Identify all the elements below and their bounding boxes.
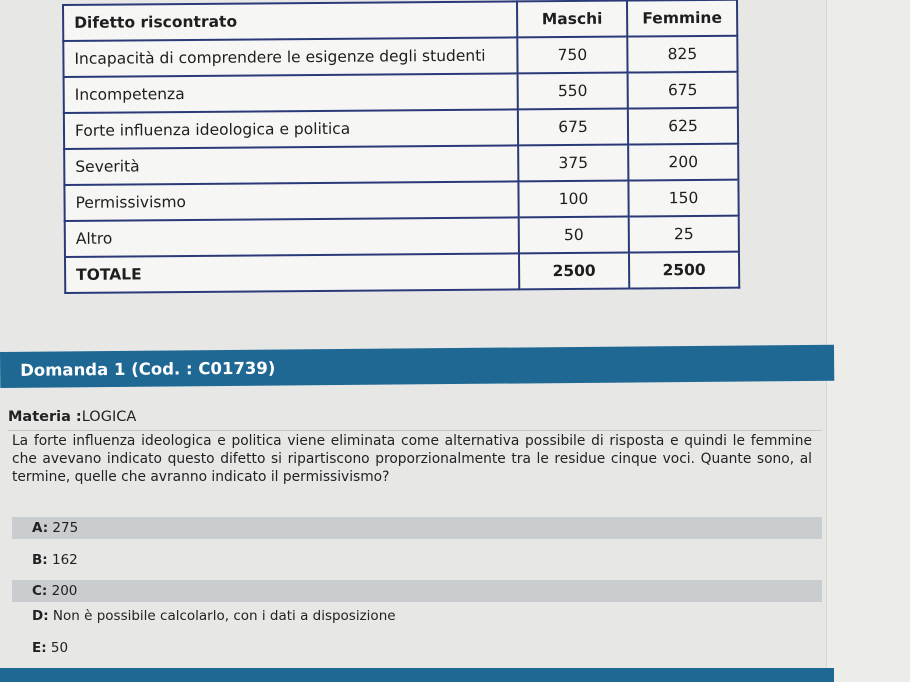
row-maschi: 550: [518, 73, 628, 110]
divider: [8, 430, 822, 431]
answer-text: 162: [52, 552, 78, 568]
row-label: Severità: [64, 145, 518, 185]
page-margin: [826, 0, 910, 682]
table-header-row: [63, 0, 737, 41]
subject-value: LOGICA: [81, 409, 137, 425]
table-total-row: [65, 252, 739, 293]
total-label: TOTALE: [65, 253, 519, 293]
answer-option-e[interactable]: [12, 637, 822, 659]
answer-letter: E:: [32, 640, 47, 656]
answer-text: 50: [50, 640, 69, 656]
answer-text: 275: [52, 520, 79, 536]
row-maschi: 750: [517, 37, 627, 74]
subject-line: [8, 409, 136, 425]
next-question-header-bar: [0, 668, 834, 682]
header-femmine: Femmine: [627, 0, 737, 37]
answer-option-d[interactable]: [12, 605, 822, 627]
answer-option-b[interactable]: [12, 549, 822, 571]
row-label: Altro: [65, 217, 519, 257]
table-row: [64, 180, 738, 221]
row-femmine: 25: [629, 216, 739, 253]
row-femmine: 200: [628, 144, 738, 181]
table-row: [64, 72, 738, 113]
answer-text: Non è possibile calcolarlo, con i dati a disposizione: [52, 608, 396, 624]
header-maschi: Maschi: [517, 1, 627, 38]
row-maschi: 675: [518, 109, 628, 146]
answer-option-a[interactable]: [12, 517, 822, 539]
row-maschi: 50: [519, 217, 629, 254]
row-label: Permissivismo: [64, 181, 518, 221]
table-row: [63, 36, 737, 77]
answer-option-c[interactable]: [12, 580, 822, 602]
question-title: Domanda 1 (Cod. : C01739): [20, 358, 276, 380]
row-femmine: 825: [627, 36, 737, 73]
table-row: [64, 108, 738, 149]
total-maschi: 2500: [519, 253, 629, 290]
row-maschi: 100: [518, 181, 628, 218]
row-label: Incapacità di comprendere le esigenze degli studenti: [63, 37, 517, 77]
defects-table: [62, 0, 740, 294]
row-label: Incompetenza: [64, 73, 518, 113]
row-maschi: 375: [518, 145, 628, 182]
table-row: [64, 144, 738, 185]
row-label: Forte influenza ideologica e politica: [64, 109, 518, 149]
subject-label: Materia :: [8, 409, 82, 425]
answer-letter: B:: [32, 552, 48, 568]
row-femmine: 150: [628, 180, 738, 217]
question-text: La forte influenza ideologica e politica viene eliminata come alternativa possibile di risposta e quindi le femmine che avevano indicato questo difetto si ripartiscono proporzionalmente tra le residue cinque voci. Quante sono, al termine, quelle che avranno indicato il permissivismo?: [12, 433, 812, 485]
header-difetto: Difetto riscontrato: [63, 1, 517, 41]
row-femmine: 625: [628, 108, 738, 145]
answer-letter: C:: [32, 583, 48, 599]
answer-letter: D:: [32, 608, 49, 624]
table-row: [65, 216, 739, 257]
answer-text: 200: [51, 583, 78, 599]
row-femmine: 675: [628, 72, 738, 109]
total-femmine: 2500: [629, 252, 739, 289]
question-header-bar: [0, 345, 834, 388]
answer-letter: A:: [32, 520, 49, 536]
